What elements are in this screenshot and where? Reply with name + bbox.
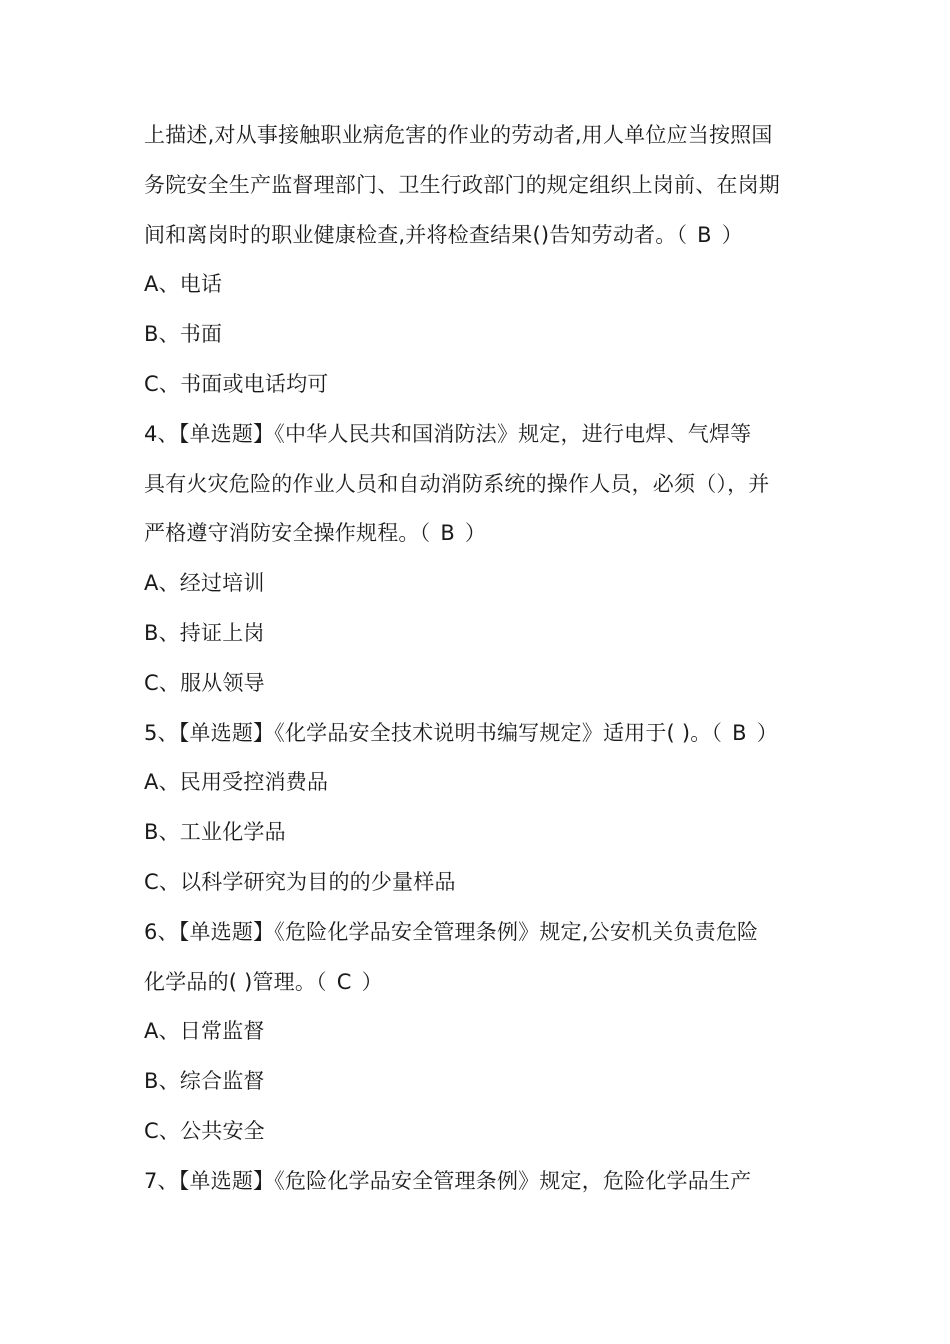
question-6-stem-end: 化学品的( )管理。（ xyxy=(144,969,327,994)
question-3-stem-end: 间和离岗时的职业健康检查,并将检查结果()告知劳动者。（ xyxy=(144,222,688,247)
question-6-option-c: C、公共安全 xyxy=(144,1118,265,1143)
question-5-line-1 xyxy=(144,709,814,759)
question-3-option-b: B、书面 xyxy=(144,322,223,347)
question-4-answer: B xyxy=(440,521,455,546)
question-5-answer: B xyxy=(732,720,747,745)
question-3-line-2: 务院安全生产监督理部门、卫生行政部门的规定组织上岗前、在岗期 xyxy=(144,172,780,197)
question-6-answer: C xyxy=(336,969,352,994)
question-4-line-1: 4、【单选题】《中华人民共和国消防法》规定，进行电焊、气焊等 xyxy=(144,421,752,446)
question-6-line-1: 6、【单选题】《危险化学品安全管理条例》规定,公安机关负责危险 xyxy=(144,919,759,944)
question-3-line-1: 上描述,对从事接触职业病危害的作业的劳动者,用人单位应当按照国 xyxy=(144,123,773,147)
question-6-close-paren: ） xyxy=(361,969,383,994)
question-5-option-b: B、工业化学品 xyxy=(144,820,286,845)
question-4-option-a: A、经过培训 xyxy=(144,571,265,596)
question-3-option-c: C、书面或电话均可 xyxy=(144,371,329,396)
question-3-close-paren: ） xyxy=(721,222,743,247)
question-6-option-a: A、日常监督 xyxy=(144,1019,265,1044)
question-5-option-c: C、以科学研究为目的的少量样品 xyxy=(144,869,456,894)
question-4-stem-end: 严格遵守消防安全操作规程。（ xyxy=(144,521,431,546)
question-7-line-1: 7、【单选题】《危险化学品安全管理条例》规定，危险化学品生产 xyxy=(144,1168,752,1193)
question-5-option-a: A、民用受控消费品 xyxy=(144,770,329,795)
question-3-answer: B xyxy=(697,222,712,247)
question-6-option-b: B、综合监督 xyxy=(144,1069,265,1094)
question-3-line-3 xyxy=(144,211,814,261)
question-5-stem: 5、【单选题】《化学品安全技术说明书编写规定》适用于( )。（ xyxy=(144,720,723,745)
question-4-close-paren: ） xyxy=(464,521,487,546)
question-3-option-a: A、电话 xyxy=(144,272,223,297)
question-4-option-b: B、持证上岗 xyxy=(144,620,265,645)
question-5-close-paren: ） xyxy=(756,720,778,745)
question-list xyxy=(144,111,814,1207)
question-4-line-3 xyxy=(144,509,814,559)
question-4-option-c: C、服从领导 xyxy=(144,670,265,695)
question-6-line-2 xyxy=(144,958,814,1008)
question-4-line-2: 具有火灾危险的作业人员和自动消防系统的操作人员，必须（），并 xyxy=(144,471,770,496)
